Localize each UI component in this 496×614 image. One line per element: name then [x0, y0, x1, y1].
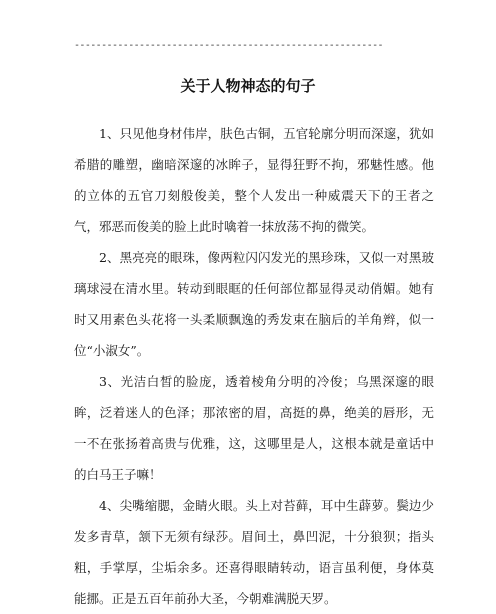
document-body — [74, 118, 434, 614]
paragraph-2: 2、黑亮亮的眼珠，像两粒闪闪发光的黑珍珠，又似一对黑玻璃球浸在清水里。转动到眼眶的任何部位都显得灵动俏媚。她有时又用素色头花将一头柔顺飘逸的秀发束在脑后的羊角辫，似一位“小淑女”。 — [74, 250, 434, 358]
paragraph-1: 1、只见他身材伟岸，肤色古铜，五官轮廓分明而深邃，犹如希腊的雕塑，幽暗深邃的冰眸子，显得狂野不拘，邪魅性感。他的立体的五官刀刻般俊美，整个人发出一种威震天下的王者之气，邪恶而俊美的脸上此时噙着一抹放荡不拘的微笑。 — [74, 126, 434, 234]
paragraph-4: 4、尖嘴缩腮，金睛火眼。头上对苔藓，耳中生薜萝。鬓边少发多青草，颔下无须有绿莎。眉间土，鼻凹泥，十分狼狈；指头粗，手掌厚，尘垢余多。还喜得眼睛转动，语言虽利便，身体莫能挪。正是五百年前孙大圣，今朝难满脱天罗。 — [74, 498, 434, 606]
header-divider: --------------------------------------------------------- — [74, 40, 383, 51]
paragraph-3: 3、光洁白皙的脸庞，透着棱角分明的冷俊；乌黑深邃的眼眸，泛着迷人的色泽；那浓密的眉，高挺的鼻，绝美的唇形，无一不在张扬着高贵与优雅，这，这哪里是人，这根本就是童话中的白马王子嘛！ — [74, 374, 434, 482]
page-title: 关于人物神态的句子 — [180, 77, 316, 95]
